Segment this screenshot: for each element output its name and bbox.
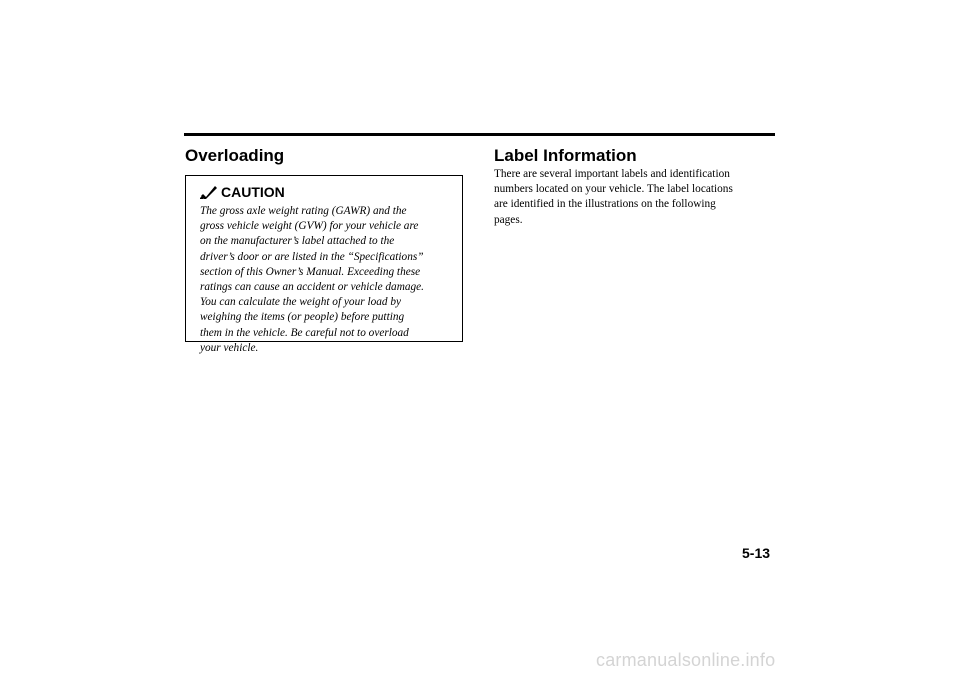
label-information-body (494, 167, 784, 228)
caution-slash-icon (200, 185, 218, 199)
caution-line: gross vehicle weight (GVW) for your vehicle are (200, 220, 419, 233)
caution-line: You can calculate the weight of your load by (200, 296, 402, 309)
body-line: pages. (494, 213, 523, 226)
body-line: numbers located on your vehicle. The label locations (494, 183, 733, 196)
body-line: are identified in the illustrations on the following (494, 198, 716, 211)
caution-line: driver’s door or are listed in the “Specifications” (200, 250, 424, 263)
caution-line: weighing the items (or people) before putting (200, 311, 405, 324)
watermark: carmanualsonline.info (596, 650, 776, 670)
caution-line: your vehicle. (200, 341, 259, 354)
caution-header (200, 184, 285, 200)
caution-box (185, 175, 463, 354)
caution-text (200, 204, 462, 356)
caution-line: ratings can cause an accident or vehicle damage. (200, 281, 424, 294)
body-line: There are several important labels and identification (494, 168, 730, 180)
caution-line: on the manufacturer’s label attached to the (200, 235, 395, 248)
label-information-heading: Label Information (494, 146, 637, 165)
page-number: 5-13 (742, 545, 771, 561)
overloading-heading: Overloading (185, 146, 285, 165)
caution-line: The gross axle weight rating (GAWR) and the (200, 205, 407, 217)
caution-line: them in the vehicle. Be careful not to overload (200, 326, 409, 339)
caution-line: section of this Owner’s Manual. Exceeding these (200, 265, 421, 278)
caution-label: CAUTION (221, 184, 285, 200)
top-rule (184, 133, 775, 136)
